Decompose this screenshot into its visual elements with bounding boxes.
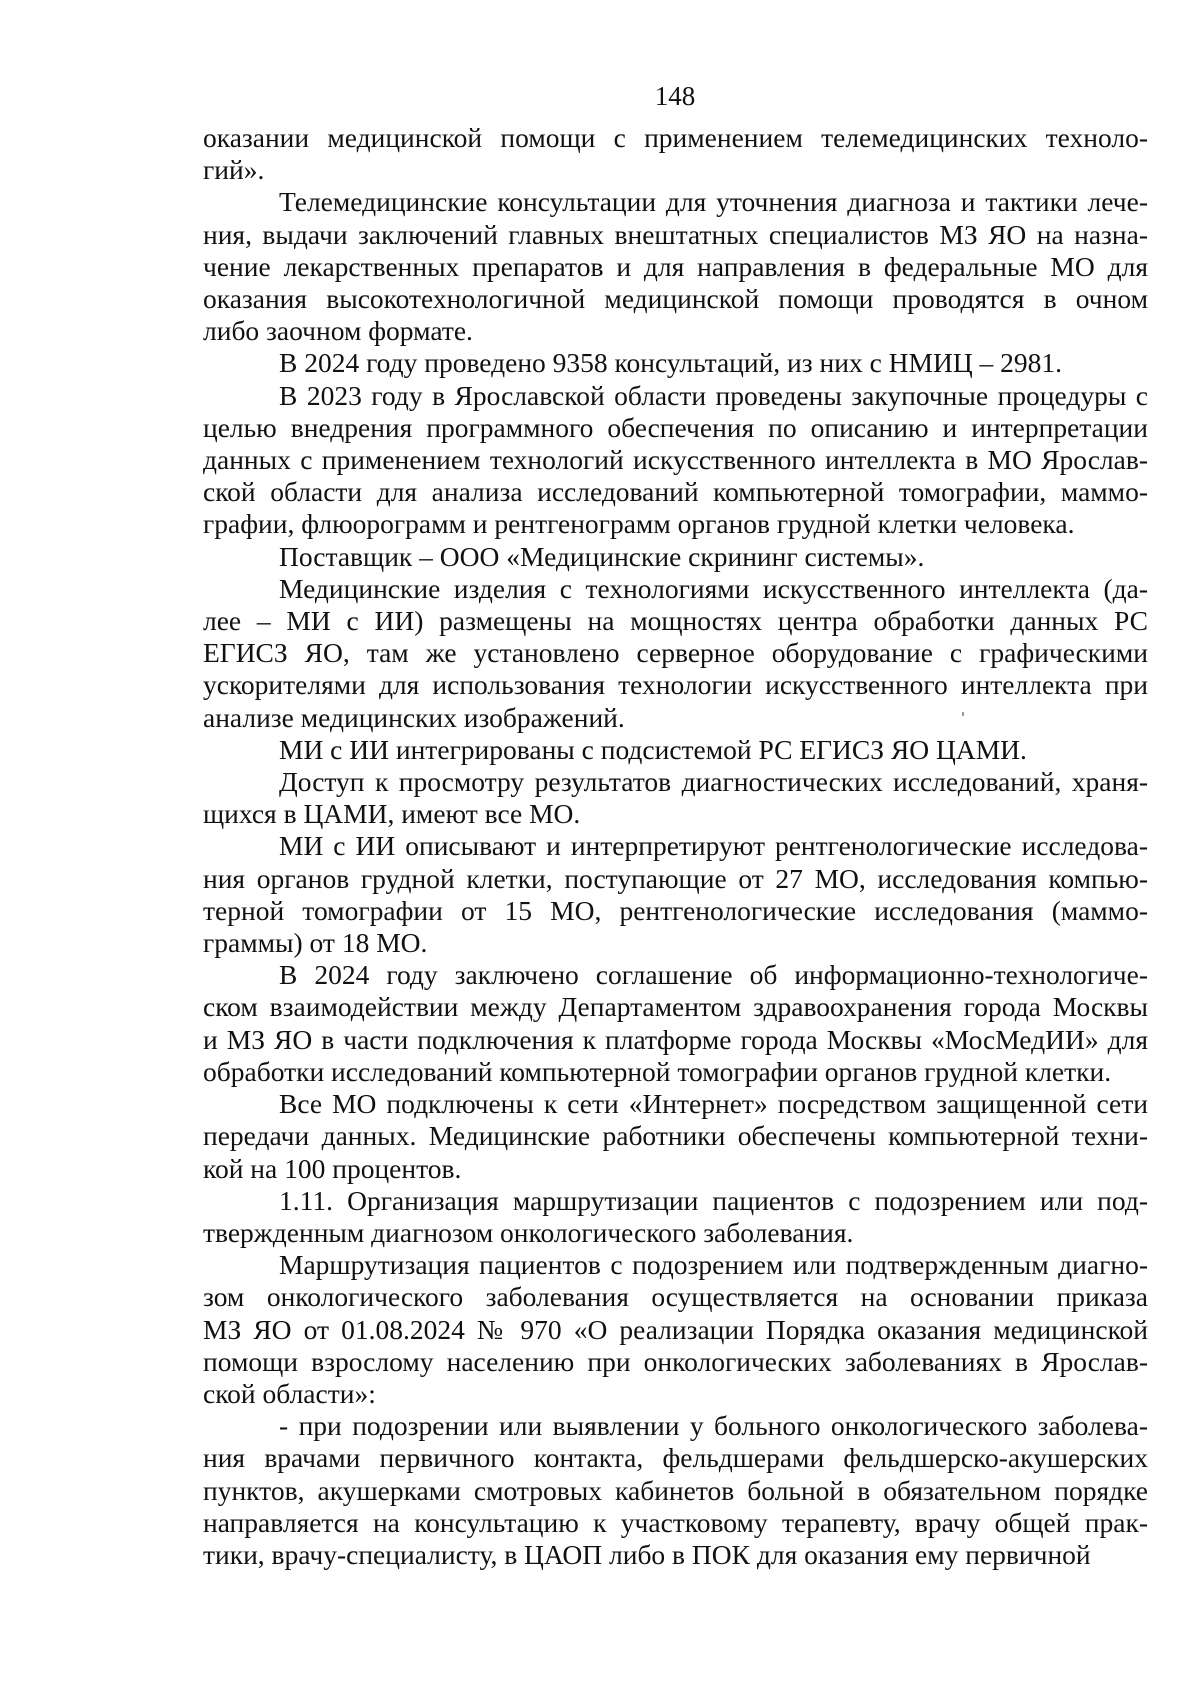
paragraph-line: тики, врачу-специалисту, в ЦАОП либо в ПОК для оказания ему первичной	[203, 1538, 1091, 1570]
paragraph-line: терной томографии от 15 МО, рентгенологические исследования (маммо-	[203, 894, 1148, 926]
paragraph-line: - при подозрении или выявлении у больного онкологического заболева-	[279, 1410, 1148, 1442]
paragraph-line: МЗ ЯО от 01.08.2024 № 970 «О реализации Порядка оказания медицинской	[203, 1313, 1148, 1345]
paragraph-p8	[203, 766, 1148, 830]
scan-artifact	[962, 712, 964, 716]
paragraph-line: обработки исследований компьютерной томографии органов грудной клетки.	[203, 1055, 1112, 1087]
paragraph-p10	[203, 959, 1148, 1088]
paragraph-line: направляется на консультацию к участковому терапевту, врачу общей прак-	[203, 1506, 1148, 1538]
paragraph-line: щихся в ЦАМИ, имеют все МО.	[203, 798, 581, 830]
paragraph-line: целью внедрения программного обеспечения по описанию и интерпретации	[203, 411, 1148, 443]
paragraph-line: зом онкологического заболевания осуществляется на основании приказа	[203, 1281, 1148, 1313]
paragraph-line: Все МО подключены к сети «Интернет» посредством защищенной сети	[279, 1088, 1148, 1120]
paragraph-p5	[203, 541, 1148, 573]
paragraph-line: кой на 100 процентов.	[203, 1152, 462, 1184]
paragraph-p12	[203, 1185, 1148, 1249]
paragraph-line: либо заочном формате.	[203, 315, 473, 347]
paragraph-line: 1.11. Организация маршрутизации пациентов с подозрением или под-	[279, 1184, 1148, 1216]
paragraph-line: лее – МИ с ИИ) размещены на мощностях центра обработки данных РС	[203, 605, 1148, 637]
paragraph-line: оказании медицинской помощи с применением телемедицинских техноло-	[203, 122, 1148, 153]
paragraph-line: гий».	[203, 154, 265, 186]
paragraph-p14	[203, 1410, 1148, 1571]
paragraph-line: В 2024 году заключено соглашение об информационно-технологиче-	[279, 959, 1148, 991]
paragraph-p2	[203, 186, 1148, 347]
paragraph-line: Телемедицинские консультации для уточнения диагноза и тактики лече-	[279, 186, 1148, 218]
paragraph-line: ской области»:	[203, 1377, 376, 1409]
paragraph-p11	[203, 1088, 1148, 1185]
paragraph-line: ском взаимодействии между Департаментом здравоохранения города Москвы	[203, 991, 1148, 1023]
paragraph-line: ской области для анализа исследований компьютерной томографии, маммо-	[203, 476, 1148, 508]
paragraph-line: граммы) от 18 МО.	[203, 927, 428, 959]
paragraph-line: ния врачами первичного контакта, фельдшерами фельдшерско-акушерских	[203, 1442, 1148, 1474]
paragraph-line: помощи взрослому населению при онкологических заболеваниях в Ярослав-	[203, 1345, 1148, 1377]
paragraph-line: ния органов грудной клетки, поступающие от 27 МО, исследования компью-	[203, 862, 1148, 894]
paragraph-line: В 2023 году в Ярославской области проведены закупочные процедуры с	[279, 379, 1148, 411]
paragraph-p6	[203, 573, 1148, 734]
paragraph-line: данных с применением технологий искусственного интеллекта в МО Ярослав-	[203, 444, 1148, 476]
paragraph-line: и МЗ ЯО в части подключения к платформе города Москвы «МосМедИИ» для	[203, 1023, 1148, 1055]
paragraph-line: ЕГИСЗ ЯО, там же установлено серверное оборудование с графическими	[203, 637, 1148, 669]
paragraph-line: Медицинские изделия с технологиями искусственного интеллекта (да-	[279, 572, 1148, 604]
paragraph-line: пунктов, акушерками смотровых кабинетов больной в обязательном порядке	[203, 1474, 1148, 1506]
paragraph-line: ния, выдачи заключений главных внештатных специалистов МЗ ЯО на назна-	[203, 218, 1148, 250]
paragraph-p4	[203, 380, 1148, 541]
paragraph-p13	[203, 1249, 1148, 1410]
paragraph-line: анализе медицинских изображений.	[203, 701, 625, 733]
paragraph-line: МИ с ИИ описывают и интерпретируют рентгенологические исследова-	[279, 830, 1148, 862]
paragraph-line: Маршрутизация пациентов с подозрением или подтвержденным диагно-	[279, 1249, 1148, 1281]
paragraph-line: чение лекарственных препаратов и для направления в федеральные МО для	[203, 250, 1148, 282]
paragraph-line: оказания высокотехнологичной медицинской помощи проводятся в очном	[203, 283, 1148, 315]
paragraph-line: передачи данных. Медицинские работники обеспечены компьютерной техни-	[203, 1120, 1148, 1152]
paragraph-line: ускорителями для использования технологии искусственного интеллекта при	[203, 669, 1148, 701]
paragraph-p7	[203, 734, 1148, 766]
paragraph-line: В 2024 году проведено 9358 консультаций, из них с НМИЦ – 2981.	[279, 347, 1063, 379]
paragraph-line: МИ с ИИ интегрированы с подсистемой РС ЕГИСЗ ЯО ЦАМИ.	[279, 733, 1027, 765]
paragraph-p3	[203, 347, 1148, 379]
paragraph-line: Поставщик – ООО «Медицинские скрининг системы».	[279, 540, 925, 572]
paragraph-p9	[203, 830, 1148, 959]
page-number: 148	[654, 81, 696, 111]
paragraph-line: твержденным диагнозом онкологического заболевания.	[203, 1216, 854, 1248]
document-body	[203, 122, 1148, 1571]
paragraph-line: Доступ к просмотру результатов диагностических исследований, храня-	[279, 766, 1148, 798]
paragraph-p1	[203, 122, 1148, 186]
paragraph-line: графии, флюорограмм и рентгенограмм органов грудной клетки человека.	[203, 508, 1075, 540]
